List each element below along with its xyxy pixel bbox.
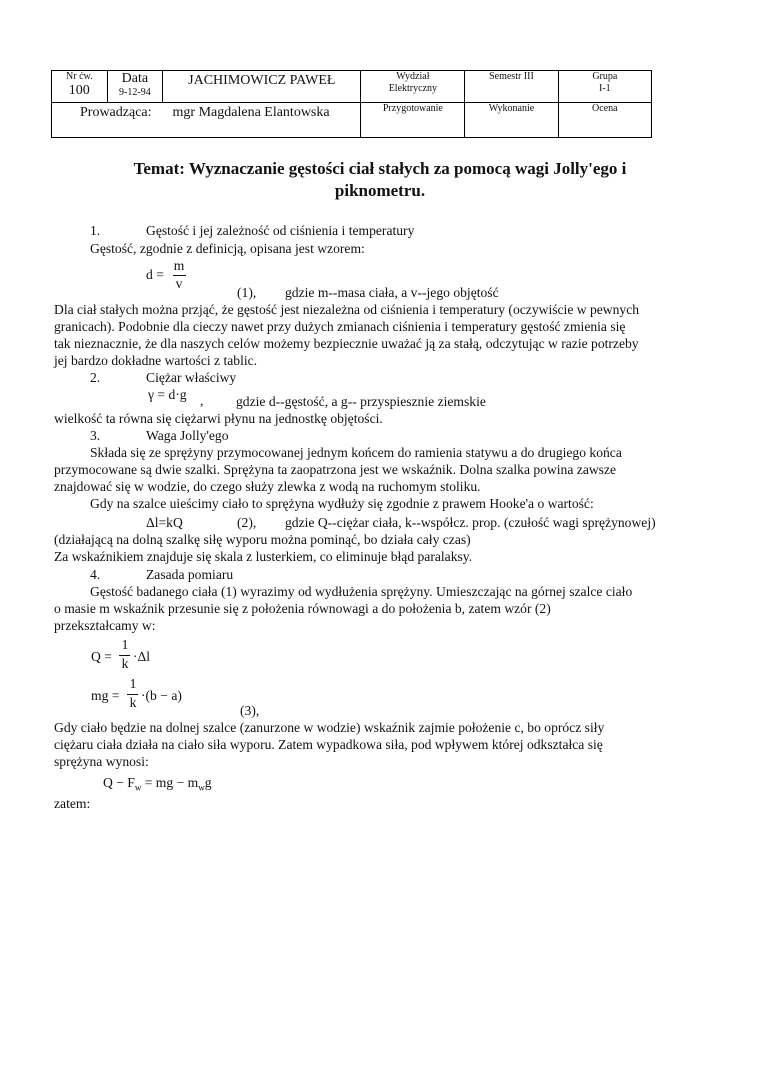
- equation-6-subscript-1: w: [134, 782, 142, 793]
- section-3-title: Waga Jolly'ego: [146, 428, 229, 443]
- section-1-paragraph-line-3: tak nieznacznie, że dla naszych celów możemy bezpiecznie uważać ją za stałą, odczytując w razie potrzeby: [54, 336, 639, 351]
- section-1-paragraph-line-1: Dla ciał stałych można przjąć, że gęstość jest niezależna od ciśnienia i temperatury (oczywiście w pewnych: [54, 302, 640, 317]
- equation-6-left: Q − F: [103, 775, 135, 790]
- title-line-2: piknometru.: [334, 181, 426, 200]
- section-4-paragraph-line-5: ciężaru ciała działa na ciało siła wyporu. Zatem wypadkowa siła, pod wpływem której odkształca się: [54, 737, 603, 752]
- equation-6-right: g: [204, 775, 212, 790]
- page-title: [60, 158, 700, 202]
- section-3-paragraph-line-6: Za wskaźnikiem znajduje się skala z lusterkiem, co eliminuje błąd paralaksy.: [54, 549, 473, 564]
- title-line-1: Temat: Wyznaczanie gęstości ciał stałych za pomocą wagi Jolly'ego i: [133, 159, 627, 178]
- execution-label: Wykonanie: [488, 103, 535, 114]
- exercise-number-value: 100: [68, 83, 90, 98]
- equation-2: γ = d·g: [148, 387, 187, 402]
- section-2-paragraph: wielkość ta równa się ciężarwi płynu na jednostkę objętości.: [54, 411, 383, 426]
- section-1-paragraph-line-2: granicach). Podobnie dla cieczy nawet przy dużych zmianach ciśnienia i temperatury gęstość zmienia się: [54, 319, 626, 334]
- preparation-cell: [361, 103, 465, 138]
- equation-5-rhs: ·(b − a): [141, 688, 182, 703]
- instructor-name: mgr Magdalena Elantowska: [172, 105, 330, 120]
- section-3-number: 3.: [90, 428, 101, 443]
- section-1-intro: Gęstość, zgodnie z definicją, opisana jest wzorem:: [90, 241, 365, 256]
- instructor-label: Prowadząca:: [80, 105, 152, 120]
- exercise-number-label: Nr ćw.: [66, 71, 93, 82]
- equation-4-rhs: ·Δl: [133, 649, 151, 664]
- semester-value: Semestr III: [489, 71, 534, 82]
- equation-1-denominator: v: [175, 276, 183, 291]
- section-4-paragraph-line-7: zatem:: [54, 796, 91, 811]
- grade-cell: [558, 103, 651, 138]
- instructor-cell: [52, 103, 361, 138]
- faculty-label: Wydział: [396, 71, 430, 82]
- grade-label: Ocena: [592, 103, 618, 114]
- student-name: JACHIMOWICZ PAWEŁ: [188, 73, 336, 88]
- section-4-title: Zasada pomiaru: [146, 567, 234, 582]
- equation-6-middle: = mg − m: [141, 775, 199, 790]
- section-4-paragraph-line-3: przekształcamy w:: [54, 618, 156, 633]
- equation-3-description: gdzie Q--ciężar ciała, k--współcz. prop. (czułość wagi sprężynowej): [285, 515, 656, 530]
- date-value: 9-12-94: [119, 87, 151, 98]
- equation-3-label: (2),: [237, 515, 257, 530]
- student-cell: [163, 71, 361, 103]
- equation-1-lhs: d =: [146, 267, 164, 282]
- group-value: I-1: [598, 83, 611, 94]
- date-cell: [107, 71, 163, 103]
- equation-5-denominator: k: [129, 695, 137, 710]
- section-2-title: Ciężar właściwy: [146, 370, 237, 385]
- equation-1-label: (1),: [237, 285, 257, 300]
- section-4-paragraph-line-2: o masie m wskaźnik przesunie się z położenia równowagi a do położenia b, zatem wzór (2): [54, 601, 551, 616]
- equation-4-denominator: k: [121, 656, 129, 671]
- faculty-cell: [361, 71, 465, 103]
- exercise-number-cell: [52, 71, 108, 103]
- section-1-number: 1.: [90, 223, 101, 238]
- equation-6: [103, 774, 212, 797]
- section-3-paragraph-line-4: Gdy na szalce uieścimy ciało to sprężyna wydłuży się zgodnie z prawem Hooke'a o wartość:: [90, 496, 594, 511]
- equation-5-label: (3),: [240, 703, 260, 718]
- section-1-title: Gęstość i jej zależność od ciśnienia i temperatury: [146, 223, 415, 238]
- equation-1-numerator: m: [173, 258, 185, 273]
- equation-3: Δl=kQ: [146, 515, 183, 530]
- equation-4-lhs: Q =: [91, 649, 112, 664]
- header-table: [51, 70, 652, 138]
- equation-2-description: gdzie d--gęstość, a g-- przyspiesznie ziemskie: [236, 394, 486, 409]
- equation-1-description: gdzie m--masa ciała, a v--jego objętość: [285, 285, 499, 300]
- section-2-number: 2.: [90, 370, 101, 385]
- section-3-paragraph-line-1: Składa się ze sprężyny przymocowanej jednym końcem do ramienia statywu a do drugiego końca: [90, 445, 622, 460]
- group-label: Grupa: [592, 71, 618, 82]
- date-label: Data: [121, 71, 149, 86]
- equation-5-numerator: 1: [129, 676, 137, 691]
- group-cell: [558, 71, 651, 103]
- equation-2-comma: ,: [200, 393, 204, 408]
- section-4-number: 4.: [90, 567, 101, 582]
- execution-cell: [465, 103, 558, 138]
- section-4-paragraph-line-6: sprężyna wynosi:: [54, 754, 149, 769]
- preparation-label: Przygotowanie: [382, 103, 443, 114]
- equation-6-subscript-2: w: [198, 782, 205, 793]
- faculty-value: Elektryczny: [388, 83, 438, 94]
- section-3-paragraph-line-2: przymocowane są dwie szalki. Sprężyna ta zaopatrzona jest we wskaźnik. Dolna szalka powina zawsze: [54, 462, 617, 477]
- section-4-paragraph-line-4: Gdy ciało będzie na dolnej szalce (zanurzone w wodzie) wskaźnik zajmie położenie c, bo oprócz siły: [54, 720, 605, 735]
- section-3-paragraph-line-3: znajdować się w wodzie, do czego służy zlewka z wodą na ruchomym stoliku.: [54, 479, 481, 494]
- equation-4-numerator: 1: [121, 637, 129, 652]
- section-4-paragraph-line-1: Gęstość badanego ciała (1) wyrazimy od wydłużenia sprężyny. Umieszczając na górnej szalce ciało: [90, 584, 633, 599]
- section-3-paragraph-line-5: (działającą na dolną szalkę siłę wyporu można pominąć, bo działa cały czas): [54, 532, 471, 547]
- section-1-paragraph-line-4: jej bardzo dokładne wartości z tablic.: [54, 353, 258, 368]
- equation-5-lhs: mg =: [91, 688, 120, 703]
- semester-cell: [465, 71, 558, 103]
